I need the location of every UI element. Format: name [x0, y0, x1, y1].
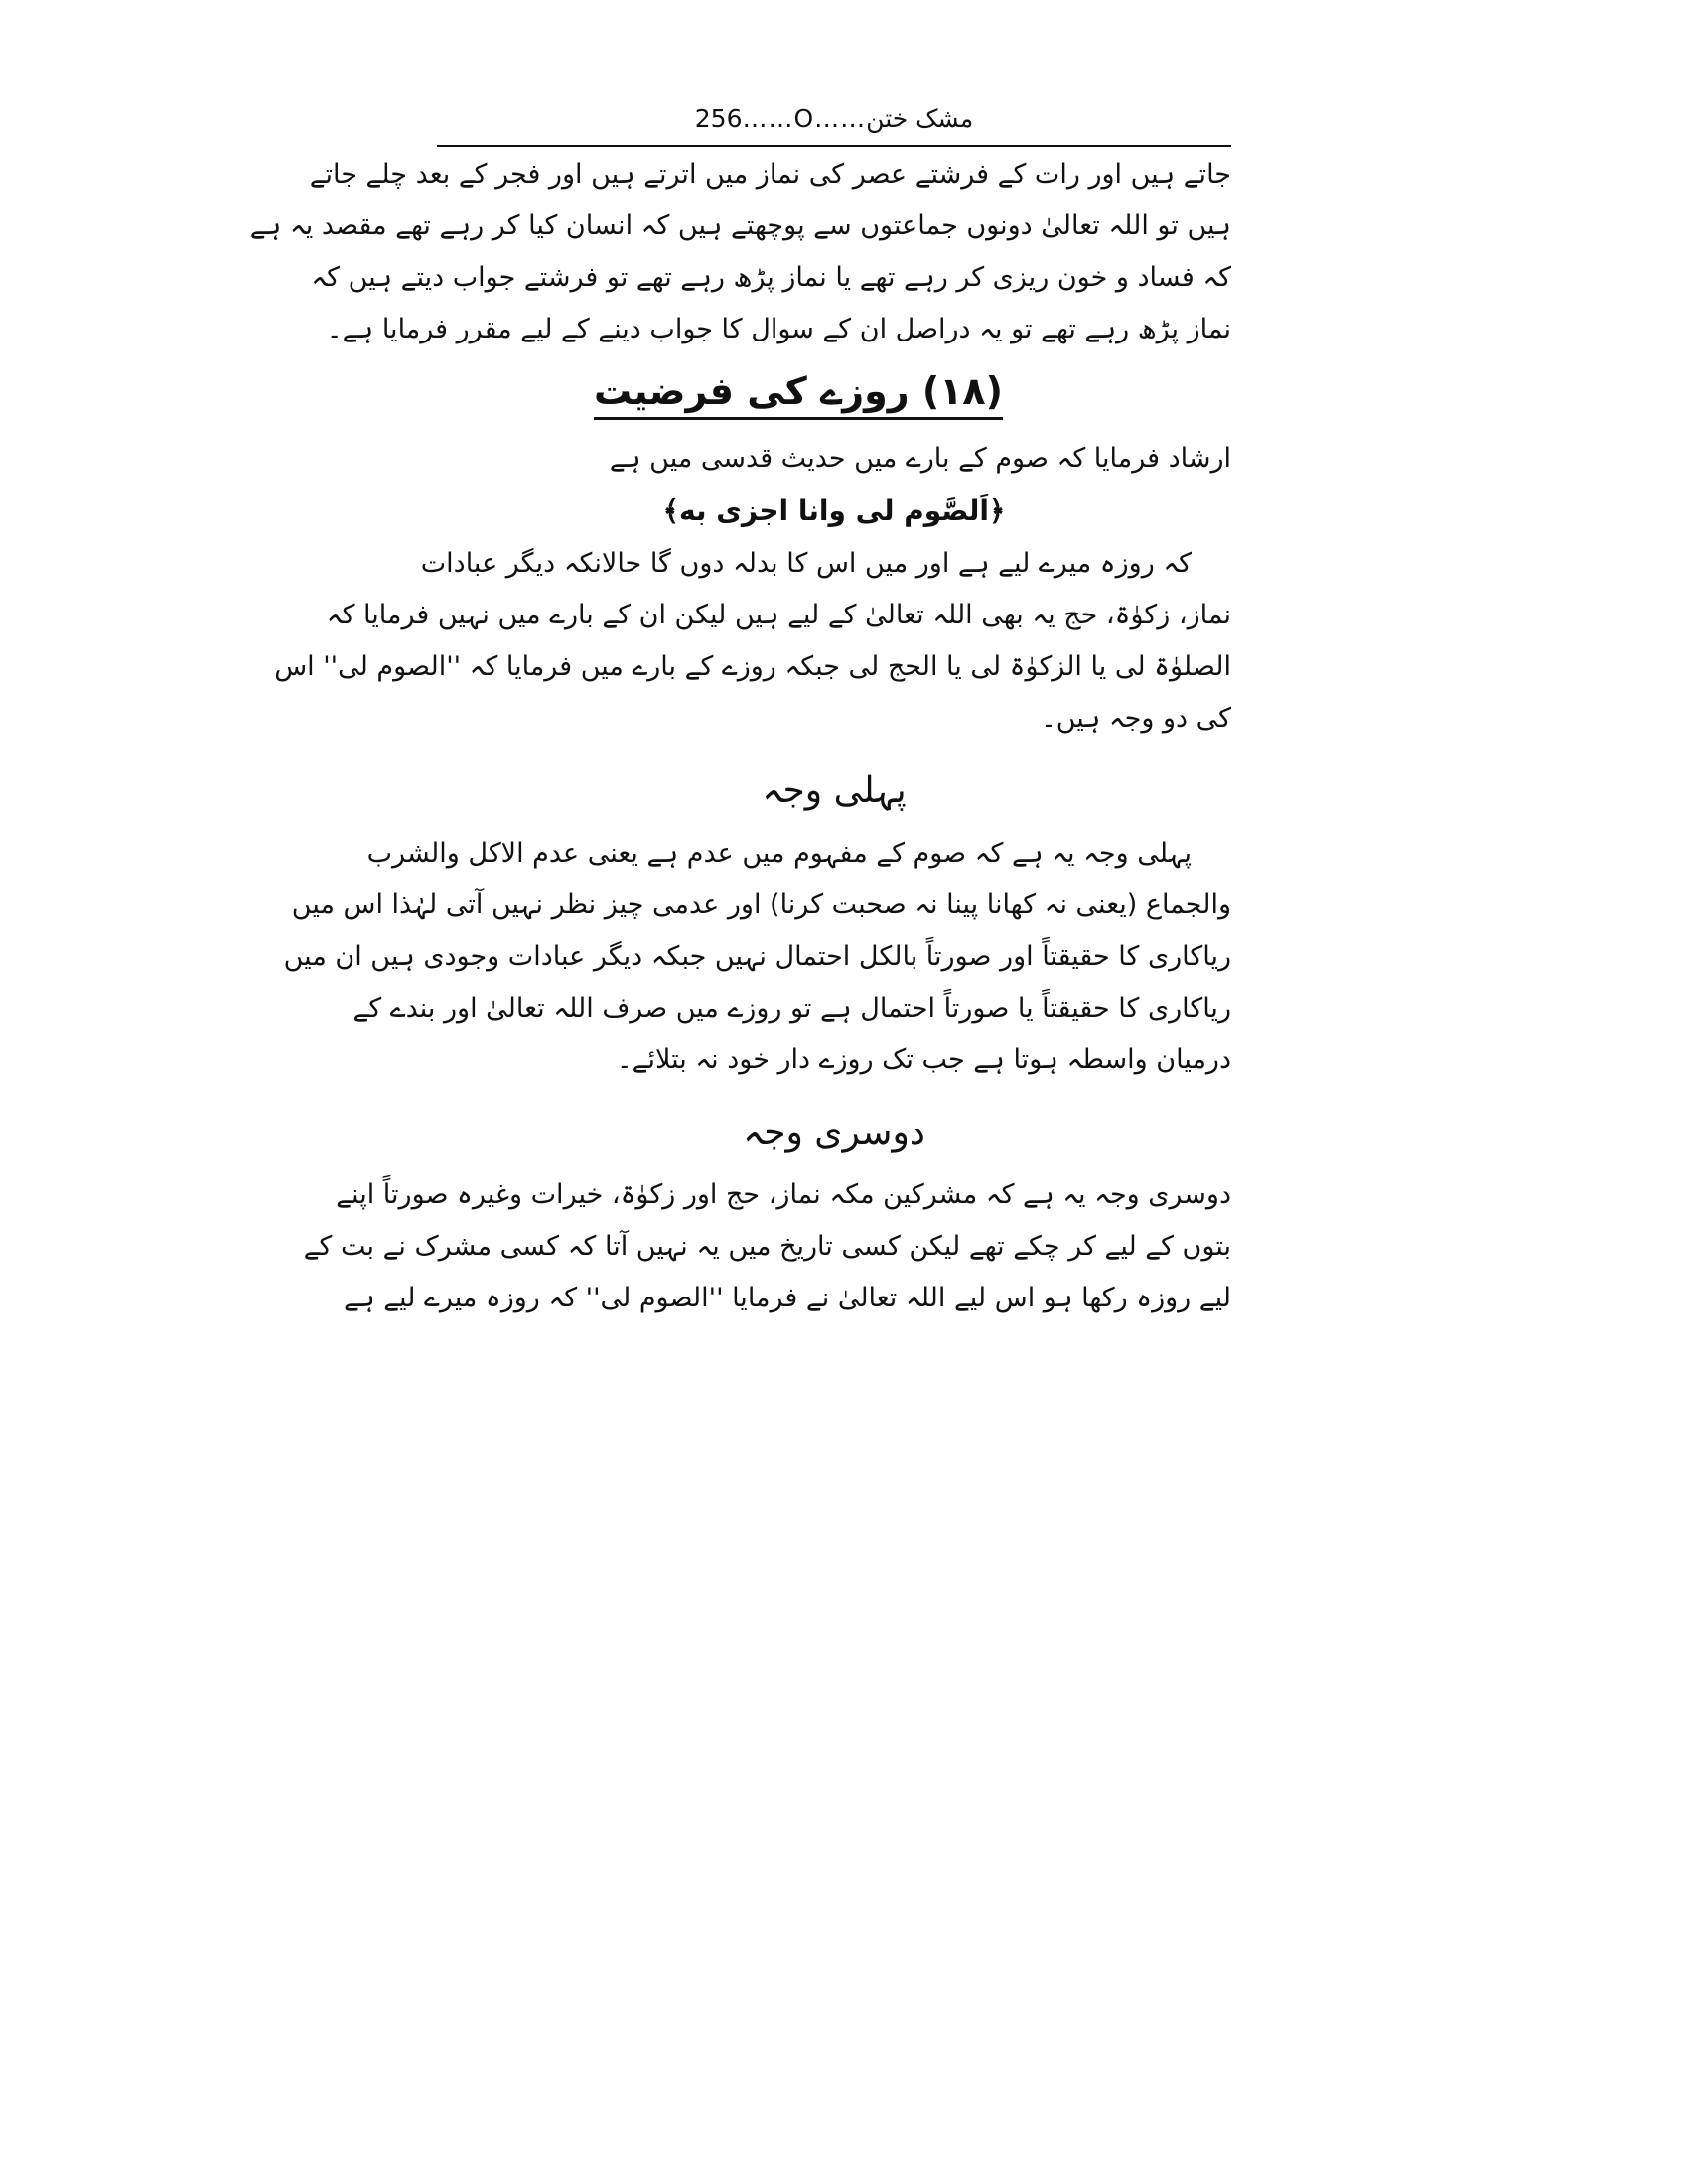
text-line: نماز، زکوٰۃ، حج یہ بھی اللہ تعالیٰ کے لیے ہیں لیکن ان کے بارے میں نہیں فرمایا کہ	[326, 600, 1231, 630]
text-line: لیے روزہ رکھا ہو اس لیے اللہ تعالیٰ نے فرمایا ''الصوم لی'' کہ روزہ میرے لیے ہے	[344, 1283, 1231, 1313]
text-line: دوسری وجہ یہ ہے کہ مشرکین مکہ نماز، حج اور زکوٰۃ، خیرات وغیرہ صورتاً اپنے	[336, 1179, 1231, 1210]
paragraph-second-reason	[303, 1169, 1231, 1324]
hadith-quote: ﴿اَلصَّوم لی وانا اجزی به﴾	[662, 494, 1006, 527]
paragraph-first-reason	[283, 828, 1231, 1086]
subheading-second-reason: دوسری وجہ	[743, 1112, 925, 1153]
text-line: والجماع (یعنی نہ کھانا پینا نہ صحبت کرنا) اور عدمی چیز نظر نہیں آتی لہٰذا اس میں	[291, 889, 1231, 920]
page-number: 256	[694, 104, 743, 133]
header-rule	[437, 145, 1231, 147]
section-heading	[437, 355, 1231, 433]
paragraph-fasting-for-me	[274, 538, 1231, 745]
text-line: الصلوٰۃ لی یا الزکوٰۃ لی یا الحج لی جبکہ روزے کے بارے میں فرمایا کہ ''الصوم لی'' اس	[274, 651, 1231, 682]
text-line: جاتے ہیں اور رات کے فرشتے عصر کی نماز میں اترتے ہیں اور فجر کے بعد چلے جاتے	[309, 159, 1231, 190]
text-line: نماز پڑھ رہے تھے تو یہ دراصل ان کے سوال کا جواب دینے کے لیے مقرر فرمایا ہے۔	[326, 314, 1231, 344]
text-line: بتوں کے لیے کر چکے تھے لیکن کسی تاریخ میں یہ نہیں آتا کہ کسی مشرک نے بت کے	[303, 1231, 1231, 1262]
page-header	[437, 99, 1231, 139]
subheading-first-reason: پہلی وجہ	[762, 770, 907, 811]
text-line: کہ روزہ میرے لیے ہے اور میں اس کا بدلہ دوں گا حالانکہ دیگر عبادات	[420, 548, 1192, 579]
header-separator: ……O……	[742, 104, 867, 133]
paragraph-prayer-angels	[249, 149, 1231, 355]
page-body	[249, 149, 1231, 1324]
text-line: کہ فساد و خون ریزی کر رہے تھے یا نماز پڑھ رہے تھے تو فرشتے جواب دیتے ہیں کہ	[311, 262, 1231, 293]
text-line: ریاکاری کا حقیقتاً یا صورتاً احتمال ہے تو روزے میں صرف اللہ تعالیٰ اور بندے کے	[352, 993, 1231, 1024]
text-line: پہلی وجہ یہ ہے کہ صوم کے مفہوم میں عدم ہے یعنی عدم الاکل والشرب	[366, 838, 1192, 869]
book-title: مشک ختن	[866, 104, 974, 133]
intro-line: ارشاد فرمایا کہ صوم کے بارے میں حدیث قدسی میں ہے	[609, 443, 1231, 474]
text-line: ریاکاری کا حقیقتاً اور صورتاً بالکل احتمال نہیں جبکہ دیگر عبادات وجودی ہیں ان میں	[283, 941, 1231, 972]
text-line: ہیں تو اللہ تعالیٰ دونوں جماعتوں سے پوچھتے ہیں کہ انسان کیا کر رہے تھے مقصد یہ ہے	[249, 210, 1231, 241]
text-line: درمیان واسطہ ہوتا ہے جب تک روزے دار خود نہ بتلائے۔	[616, 1044, 1231, 1075]
text-line: کی دو وجہ ہیں۔	[1040, 703, 1231, 734]
section-heading-text: (۱۸) روزے کی فرضیت	[594, 369, 1003, 420]
